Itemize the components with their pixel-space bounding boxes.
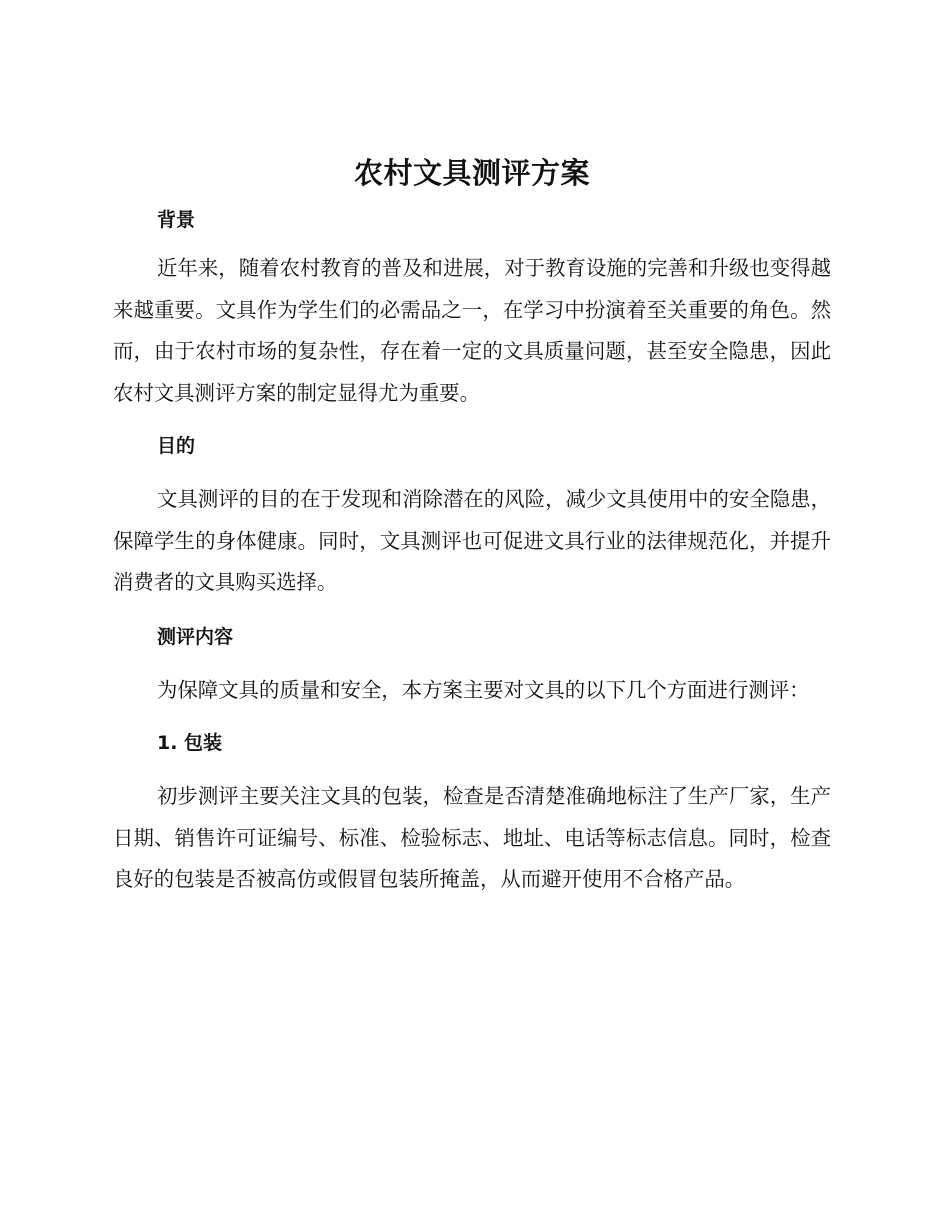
document-title: 农村文具测评方案 [353,156,590,190]
section-paragraph-packaging: 初步测评主要关注文具的包装，检查是否清楚准确地标注了生产厂家，生产日期、销售许可证编号、标准、检验标志、地址、电话等标志信息。同时，检查良好的包装是否被高仿或假冒包装所掩盖，从而避开使用不合格产品。 [113,784,831,891]
section-paragraph-background: 近年来，随着农村教育的普及和进展，对于教育设施的完善和升级也变得越来越重要。文具作为学生们的必需品之一，在学习中扮演着至关重要的角色。然而，由于农村市场的复杂性，存在着一定的文具质量问题，甚至安全隐患，因此农村文具测评方案的制定显得尤为重要。 [113,256,831,405]
section-heading-purpose: 目的 [157,435,196,457]
section-heading-background: 背景 [157,209,196,231]
section-paragraph-content: 为保障文具的质量和安全，本方案主要对文具的以下几个方面进行测评： [157,677,810,702]
section-paragraph-purpose: 文具测评的目的在于发现和消除潜在的风险，减少文具使用中的安全隐患，保障学生的身体健康。同时，文具测评也可促进文具行业的法律规范化，并提升消费者的文具购买选择。 [113,487,831,594]
document-page [113,150,831,901]
section-heading-content: 测评内容 [157,625,234,648]
section-heading-packaging: 1. 包装 [157,732,223,754]
